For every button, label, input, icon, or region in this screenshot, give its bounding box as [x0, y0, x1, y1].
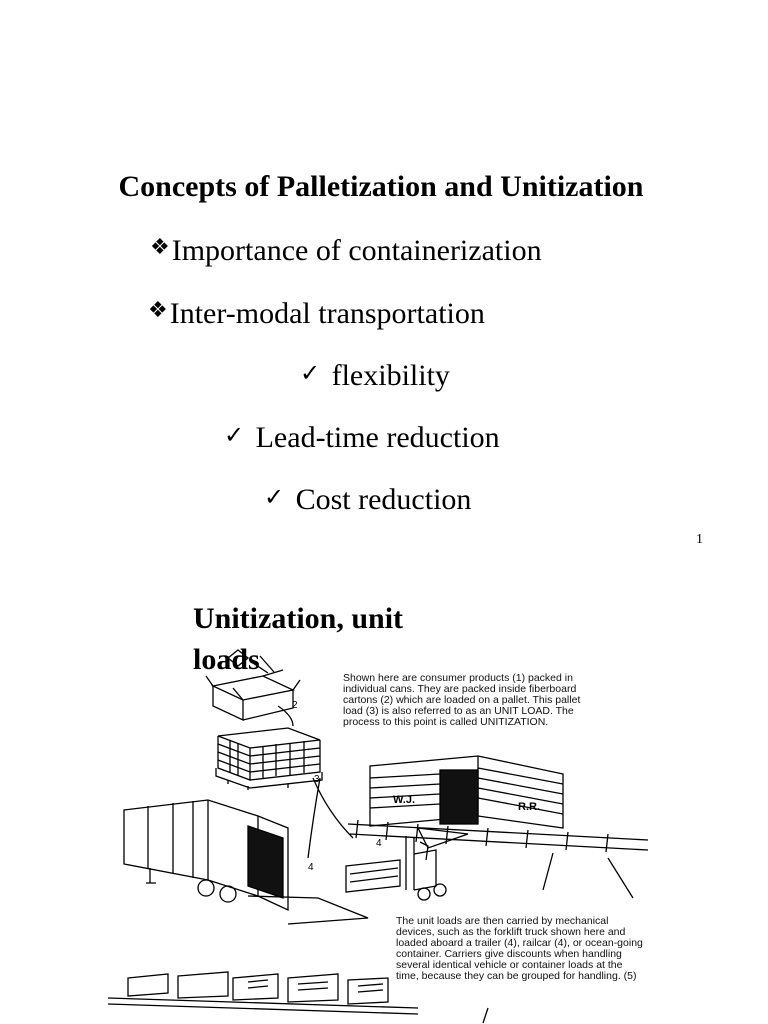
trailer-icon — [124, 800, 368, 924]
railcar-left-label: W.J. — [393, 794, 416, 806]
label-4a: 4 — [376, 838, 382, 849]
caption-bottom: The unit loads are then carried by mechanical devices, such as the forklift truck shown here and loaded aboard a trailer (4), railcar (4), or ocean-going container. Carriers give discounts when handling several identical vehicle or container loads at the time, because they can be grouped for handling. (5) — [396, 915, 643, 982]
check-item-lead-time — [224, 421, 500, 455]
check-item-cost — [264, 483, 471, 517]
label-3: 3 — [314, 774, 320, 785]
caption-top: Shown here are consumer products (1) packed in individual cans. They are packed inside fiberboard cartons (2) which are loaded on a pallet. This pallet load (3) is also referred to as an UNIT LOAD. The process to this point is called UNITIZATION. — [343, 672, 581, 728]
label-4b: 4 — [308, 862, 314, 873]
slide-title: Concepts of Palletization and Unitization — [118, 170, 644, 203]
checkmark-icon: ✓ — [224, 421, 245, 449]
checkmark-icon: ✓ — [264, 483, 285, 511]
bullet-text: Inter-modal transportation — [169, 297, 485, 330]
bullet-text: Importance of containerization — [171, 234, 542, 267]
train-icon — [108, 972, 418, 1014]
label-2: 2 — [292, 700, 298, 711]
check-text: flexibility — [331, 359, 450, 392]
diamond-bullet-icon: ❖ — [148, 298, 168, 323]
checkmark-icon: ✓ — [300, 359, 321, 387]
check-item-flexibility — [300, 359, 450, 393]
diamond-bullet-icon: ❖ — [150, 235, 170, 260]
bullet-item-containerization — [150, 234, 542, 268]
check-text: Lead-time reduction — [255, 421, 500, 454]
railcar-right-label: R.R. — [518, 801, 540, 813]
page-number: 1 — [696, 532, 703, 547]
check-text: Cost reduction — [295, 483, 472, 516]
bullet-item-intermodal — [148, 297, 485, 331]
slide2-title: Unitization, unit loads — [193, 602, 404, 676]
pallet-load-icon — [216, 728, 322, 790]
forklift-icon — [346, 836, 446, 900]
